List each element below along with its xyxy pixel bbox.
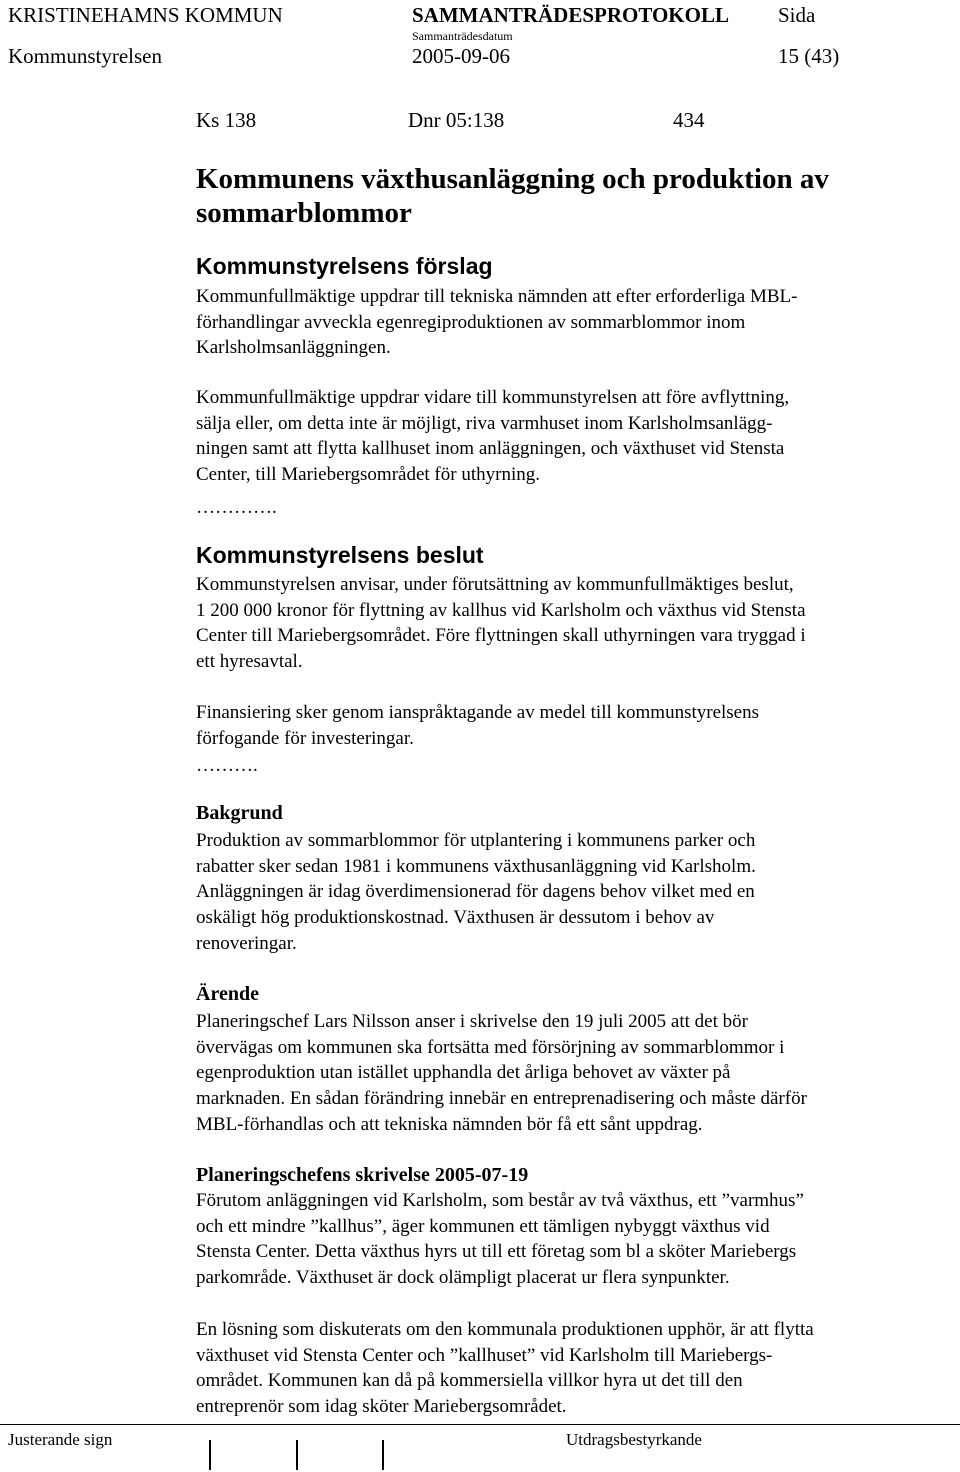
text-line: Center till Mariebergsområdet. Före flyttningen skall uthyrningen vara tryggad i (196, 625, 806, 647)
certification-label: Utdragsbestyrkande (566, 1430, 702, 1449)
page-title (196, 162, 926, 230)
memo-paragraph-2 (196, 1317, 926, 1420)
text-line: parkområde. Växthuset är dock olämpligt placerat ur flera synpunkter. (196, 1267, 730, 1289)
text-line: 1 200 000 kronor för flyttning av kallhus vid Karlsholm och växthus vid Stensta (196, 599, 806, 621)
text-line: växthuset vid Stensta Center och ”kallhuset” vid Karlsholm till Mariebergs- (196, 1344, 773, 1366)
title-line: Kommunens växthusanläggning och produktion av (196, 163, 829, 195)
ellipsis-separator: ………. (196, 755, 258, 776)
text-line: övervägas om kommunen ska fortsätta med försörjning av sommarblommor i (196, 1036, 785, 1058)
diary-number: Dnr 05:138 (408, 108, 505, 132)
signature-box-divider (382, 1440, 384, 1470)
signature-label: Justerande sign (8, 1430, 113, 1449)
text-line: Kommunfullmäktige uppdrar vidare till kommunstyrelsen att före avflyttning, (196, 387, 790, 408)
title-line: sommarblommor (196, 197, 412, 229)
paragraph-number: 434 (673, 108, 705, 132)
text-line: området. Kommunen kan då på kommersiella villkor hyra ut det till den (196, 1370, 743, 1392)
background-heading: Bakgrund (196, 802, 283, 824)
memo-paragraph-1 (196, 1188, 926, 1291)
text-line: rabatter sker sedan 1981 i kommunens växthusanläggning vid Karlsholm. (196, 855, 756, 877)
matter-heading: Ärende (196, 983, 259, 1005)
text-line: Planeringschef Lars Nilsson anser i skrivelse den 19 juli 2005 att det bör (196, 1011, 748, 1032)
text-line: och ett mindre ”kallhus”, äger kommunen ett tämligen nybyggt växthus vid (196, 1215, 770, 1237)
meeting-date: 2005-09-06 (412, 44, 510, 68)
text-line: egenproduktion utan istället upphandla det årliga behovet av växter på (196, 1062, 731, 1084)
document-type: SAMMANTRÄDESPROTOKOLL (412, 3, 729, 27)
text-line: Kommunstyrelsen anvisar, under förutsättning av kommunfullmäktiges beslut, (196, 574, 794, 595)
page-number: 15 (43) (778, 44, 840, 68)
matter-paragraph (196, 1009, 926, 1138)
committee-name: Kommunstyrelsen (8, 44, 162, 68)
signature-box-divider (209, 1440, 211, 1470)
text-line: Produktion av sommarblommor för utplantering i kommunens parker och (196, 830, 756, 851)
meeting-date-label: Sammanträdesdatum (412, 29, 513, 43)
footer-divider (0, 1424, 960, 1425)
proposal-paragraph-1 (196, 284, 926, 361)
text-line: Kommunfullmäktige uppdrar till tekniska nämnden att efter erforderliga MBL- (196, 286, 798, 307)
text-line: MBL-förhandlas och att tekniska nämnden bör få ett sånt uppdrag. (196, 1113, 703, 1135)
text-line: Förutom anläggningen vid Karlsholm, som består av två växthus, ett ”varmhus” (196, 1190, 804, 1211)
decision-paragraph-2 (196, 700, 926, 751)
page-label: Sida (778, 3, 816, 27)
text-line: ett hyresavtal. (196, 651, 303, 673)
text-line: Center, till Mariebergsområdet för uthyrning. (196, 464, 540, 486)
text-line: Finansiering sker genom ianspråktagande av medel till kommunstyrelsens (196, 702, 760, 723)
proposal-paragraph-2 (196, 385, 926, 488)
text-line: sälja eller, om detta inte är möjligt, riva varmhuset inom Karlsholmsanlägg- (196, 412, 773, 434)
municipality-name: KRISTINEHAMNS KOMMUN (8, 3, 283, 27)
memo-heading: Planeringschefens skrivelse 2005-07-19 (196, 1164, 529, 1186)
proposal-heading: Kommunstyrelsens förslag (196, 253, 493, 279)
decision-paragraph-1 (196, 572, 926, 675)
text-line: entreprenör som idag sköter Mariebergsområdet. (196, 1396, 567, 1418)
text-line: oskäligt hög produktionskostnad. Växthusen är dessutom i behov av (196, 907, 715, 929)
decision-heading: Kommunstyrelsens beslut (196, 542, 484, 568)
text-line: Anläggningen är idag överdimensionerad för dagens behov vilket med en (196, 881, 755, 903)
text-line: förfogande för investeringar. (196, 727, 414, 749)
text-line: Stensta Center. Detta växthus hyrs ut till ett företag som bl a sköter Mariebergs (196, 1241, 797, 1263)
text-line: renoveringar. (196, 932, 297, 954)
text-line: marknaden. En sådan förändring innebär en entreprenadisering och måste därför (196, 1088, 807, 1110)
text-line: En lösning som diskuterats om den kommunala produktionen upphör, är att flytta (196, 1319, 814, 1340)
ellipsis-separator: …………. (196, 497, 277, 518)
text-line: förhandlingar avveckla egenregiproduktionen av sommarblommor inom (196, 311, 746, 333)
text-line: Karlsholmsanläggningen. (196, 337, 391, 359)
background-paragraph (196, 828, 926, 957)
text-line: ningen samt att flytta kallhuset inom anläggningen, och växthuset vid Stensta (196, 438, 785, 460)
signature-box-divider (296, 1440, 298, 1470)
case-number: Ks 138 (196, 108, 257, 132)
